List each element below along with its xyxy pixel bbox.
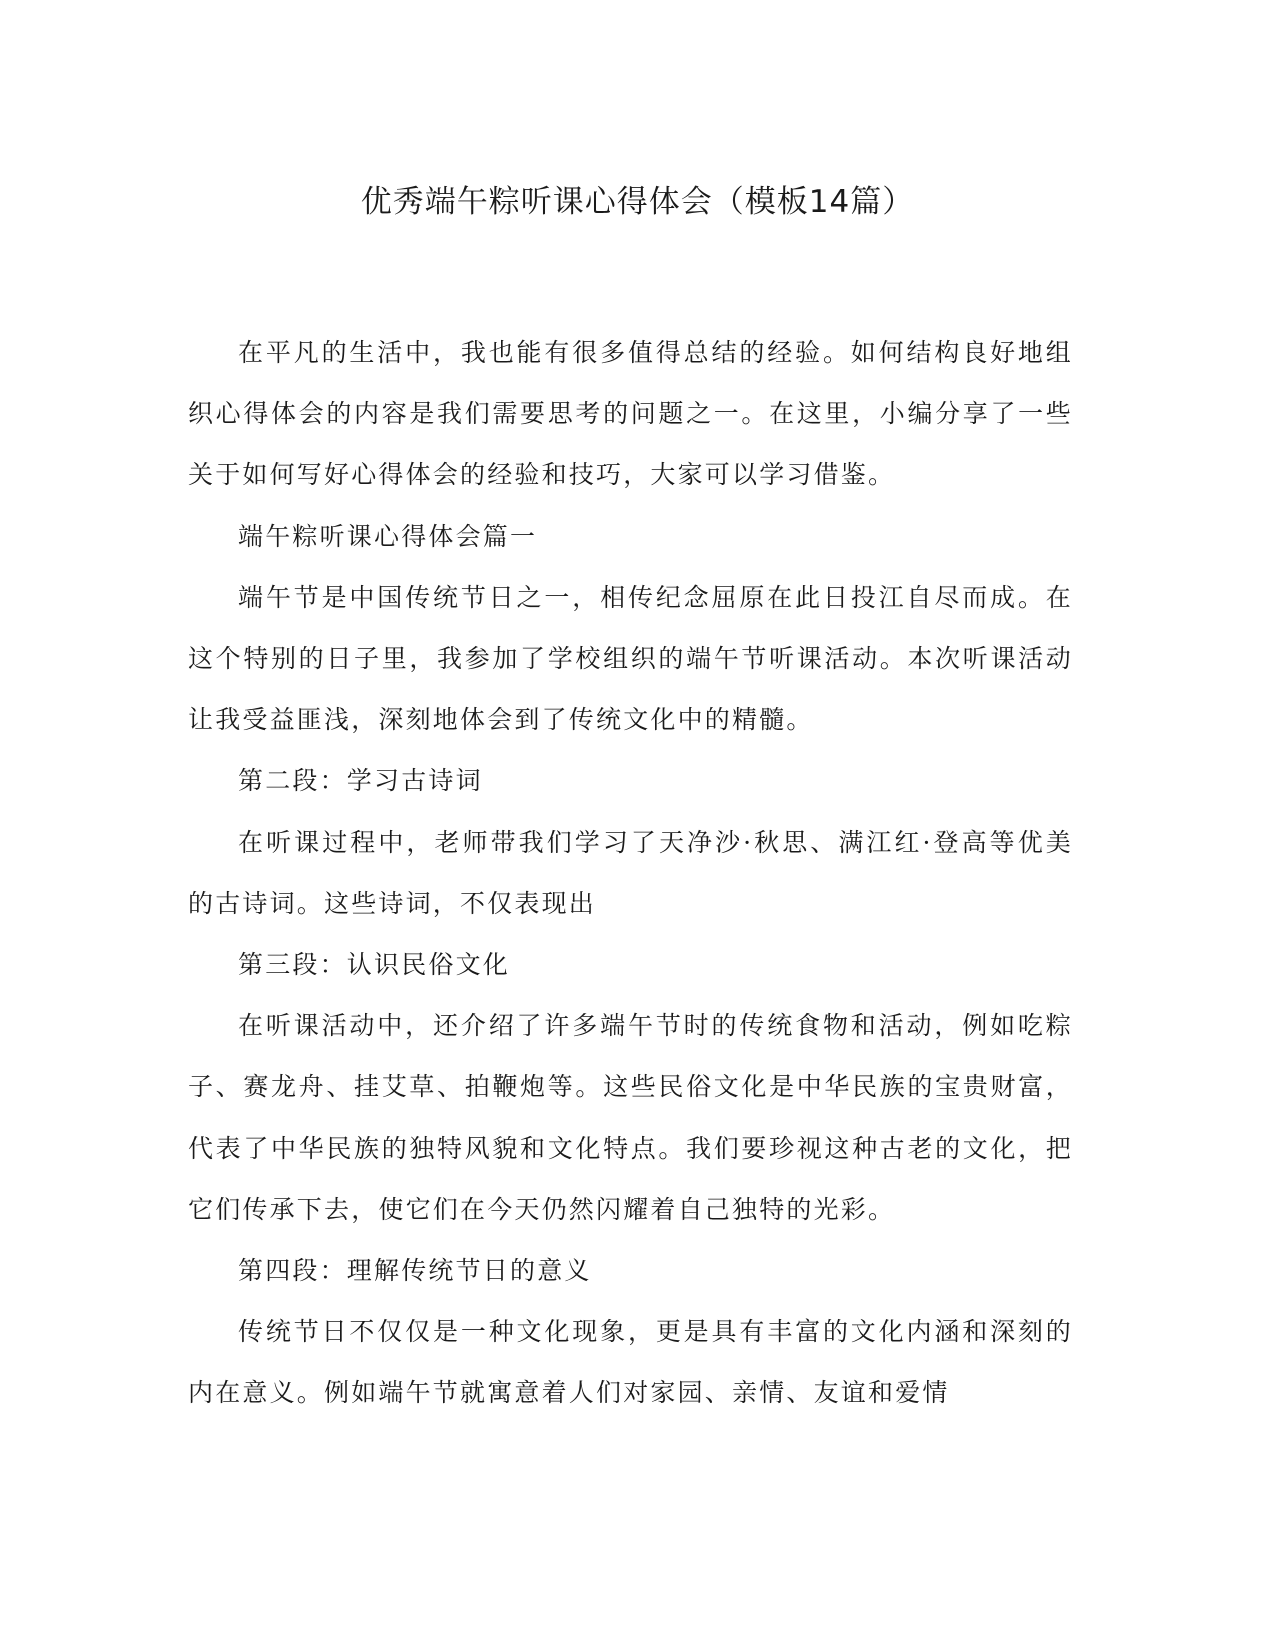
body-paragraph: 在听课活动中，还介绍了许多端午节时的传统食物和活动，例如吃粽子、赛龙舟、挂艾草、拍鞭炮等。这些民俗文化是中华民族的宝贵财富，代表了中华民族的独特风貌和文化特点。我们要珍视这种古老的文化，把它们传承下去，使它们在今天仍然闪耀着自己独特的光彩。 [188, 1011, 1073, 1224]
document-body [188, 322, 1073, 1424]
body-paragraph: 端午节是中国传统节日之一，相传纪念屈原在此日投江自尽而成。在这个特别的日子里，我参加了学校组织的端午节听课活动。本次听课活动让我受益匪浅，深刻地体会到了传统文化中的精髓。 [188, 582, 1073, 735]
section-heading: 第二段：学习古诗词 [238, 766, 483, 796]
body-paragraph: 在听课过程中，老师带我们学习了天净沙·秋思、满江红·登高等优美的古诗词。这些诗词，不仅表现出 [188, 827, 1073, 918]
body-paragraph: 传统节日不仅仅是一种文化现象，更是具有丰富的文化内涵和深刻的内在意义。例如端午节就寓意着人们对家园、亲情、友谊和爱情 [188, 1317, 1073, 1408]
section-heading: 第四段：理解传统节日的意义 [238, 1256, 592, 1286]
document-title: 优秀端午粽听课心得体会（模板14篇） [360, 184, 915, 220]
section-heading: 第三段：认识民俗文化 [238, 950, 511, 980]
intro-paragraph: 在平凡的生活中，我也能有很多值得总结的经验。如何结构良好地组织心得体会的内容是我们需要思考的问题之一。在这里，小编分享了一些关于如何写好心得体会的经验和技巧，大家可以学习借鉴。 [188, 338, 1073, 490]
section-heading: 端午粽听课心得体会篇一 [238, 521, 538, 551]
